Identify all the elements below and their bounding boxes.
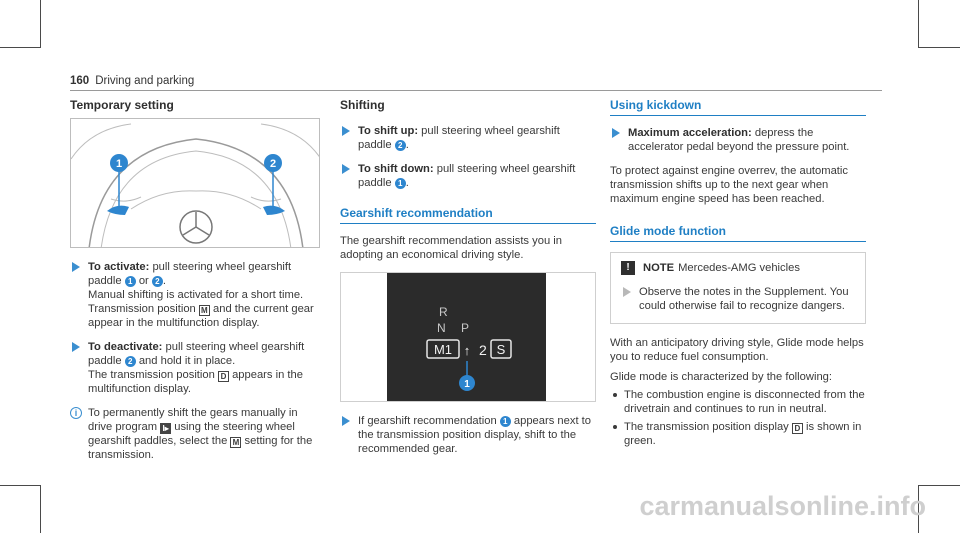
step-text: .: [405, 177, 409, 189]
section-heading: Temporary setting: [70, 98, 174, 112]
step-text: or: [135, 275, 152, 287]
step-arrow-icon: [72, 262, 80, 272]
crop-mark: [0, 485, 40, 486]
step-shift-up: [340, 124, 596, 152]
recommended-gear: 2: [479, 342, 487, 358]
drive-mode: S: [496, 342, 506, 357]
callout-number: 2: [125, 356, 136, 367]
note-header: [621, 261, 855, 275]
current-gear: M1: [433, 342, 453, 357]
bullet-list: [610, 388, 866, 448]
crop-mark: [918, 485, 960, 486]
column-temporary-setting: [70, 98, 320, 462]
section-heading-bar: [610, 98, 866, 116]
step-recommendation: [340, 414, 596, 456]
step-text: .: [405, 139, 409, 151]
transmission-d-icon: D: [218, 371, 229, 382]
gear-p: P: [461, 321, 470, 335]
callout-number: 1: [395, 178, 406, 189]
drive-program-icon: I▸: [160, 423, 171, 434]
info-text: To permanently shift the gears manually in drive program: [88, 407, 298, 433]
step-text: If gearshift recommendation: [358, 415, 500, 427]
step-activate: [70, 260, 320, 330]
crop-mark: [918, 47, 960, 48]
callout-number: 1: [500, 416, 511, 427]
step-arrow-icon: [342, 126, 350, 136]
gear-display-drawing: [387, 273, 546, 402]
transmission-m-icon: M: [230, 437, 241, 448]
step-label: To shift down:: [358, 163, 434, 175]
section-heading: Using kickdown: [610, 98, 702, 112]
section-title: Driving and parking: [95, 75, 195, 87]
info-icon: i: [70, 407, 82, 419]
paragraph: To protect against engine overrev, the automatic transmission shifts up to the next gear when maximum engine speed has been reached.: [610, 165, 848, 205]
step-text: appears next to the transmission position display, shift to the recommended gear.: [358, 415, 592, 455]
list-item: The combustion engine is disconnected from the drivetrain and continues to run in neutral.: [610, 388, 866, 416]
step-kickdown: [610, 126, 866, 154]
callout-1: 1: [464, 379, 470, 390]
step-text: pull steering wheel gearshift paddle: [358, 125, 560, 151]
column-shifting: [340, 98, 596, 466]
step-text: appears in the multifunction display.: [88, 369, 303, 395]
step-shift-down: [340, 162, 596, 190]
transmission-m-icon: M: [199, 305, 210, 316]
step-text: pull steering wheel gearshift paddle: [88, 341, 305, 367]
warning-icon: !: [621, 261, 635, 275]
step-text: pull steering wheel gearshift paddle: [88, 261, 292, 287]
info-text: using the steering wheel gearshift paddles, select the: [88, 421, 295, 447]
step-text: and the current gear appear in the multifunction display.: [88, 303, 314, 329]
note-step: [621, 285, 855, 313]
steering-wheel-illustration: [70, 118, 320, 248]
step-text: Transmission position: [88, 303, 199, 315]
note-box: [610, 252, 866, 324]
step-arrow-icon: [342, 164, 350, 174]
crop-mark: [918, 0, 919, 48]
section-heading: Shifting: [340, 98, 385, 112]
list-item-text: is shown in green.: [624, 421, 862, 447]
watermark: carmanualsonline.info: [639, 491, 926, 521]
callout-number: 2: [152, 276, 163, 287]
section-heading-bar: [610, 224, 866, 242]
step-arrow-icon: [342, 416, 350, 426]
crop-mark: [40, 0, 41, 48]
paragraph: Glide mode is characterized by the following:: [610, 371, 832, 383]
transmission-d-icon: D: [792, 423, 803, 434]
step-text: pull steering wheel gearshift paddle: [358, 163, 576, 189]
step-label: Maximum acceleration:: [628, 127, 752, 139]
section-heading-bar: [340, 206, 596, 224]
step-arrow-icon: [623, 287, 631, 297]
list-item-text: The transmission position display: [624, 421, 792, 433]
paragraph: The gearshift recommendation assists you in adopting an economical driving style.: [340, 235, 562, 261]
callout-number: 1: [125, 276, 136, 287]
step-text: Manual shifting is activated for a short time.: [88, 289, 304, 301]
step-text: .: [162, 275, 166, 287]
paragraph: With an anticipatory driving style, Glide mode helps you to reduce fuel consumption.: [610, 337, 864, 363]
note-label: NOTE: [643, 262, 675, 274]
page-heading: [70, 74, 194, 88]
gear-n: N: [437, 321, 446, 335]
instrument-display: [387, 273, 546, 402]
callout-2: 2: [269, 158, 277, 170]
step-label: To activate:: [88, 261, 150, 273]
callout-1: 1: [115, 158, 123, 170]
callout-number: 2: [395, 140, 406, 151]
steering-wheel-drawing: [71, 119, 320, 248]
column-kickdown: [610, 98, 866, 452]
info-note: [70, 406, 320, 462]
step-arrow-icon: [612, 128, 620, 138]
step-arrow-icon: [72, 342, 80, 352]
upshift-arrow-icon: ↑: [463, 343, 471, 358]
step-text: and hold it in place.: [135, 355, 236, 367]
page-header: [70, 71, 882, 91]
step-text: The transmission position: [88, 369, 218, 381]
note-text: Mercedes-AMG vehicles: [678, 262, 800, 274]
crop-mark: [0, 47, 40, 48]
page-number: 160: [70, 75, 90, 87]
section-heading: Gearshift recommendation: [340, 206, 493, 220]
step-label: To deactivate:: [88, 341, 163, 353]
gear-display-illustration: [340, 272, 596, 402]
step-label: To shift up:: [358, 125, 419, 137]
step-text: depress the accelerator pedal beyond the pressure point.: [628, 127, 850, 153]
step-deactivate: [70, 340, 320, 396]
step-text: Observe the notes in the Supplement. You could otherwise fail to recognize dangers.: [639, 286, 849, 312]
section-heading: Glide mode function: [610, 224, 726, 238]
header-divider: [70, 90, 882, 91]
info-text: setting for the transmission.: [88, 435, 313, 461]
list-item: [610, 420, 866, 448]
gear-r: R: [439, 305, 448, 319]
crop-mark: [40, 485, 41, 533]
